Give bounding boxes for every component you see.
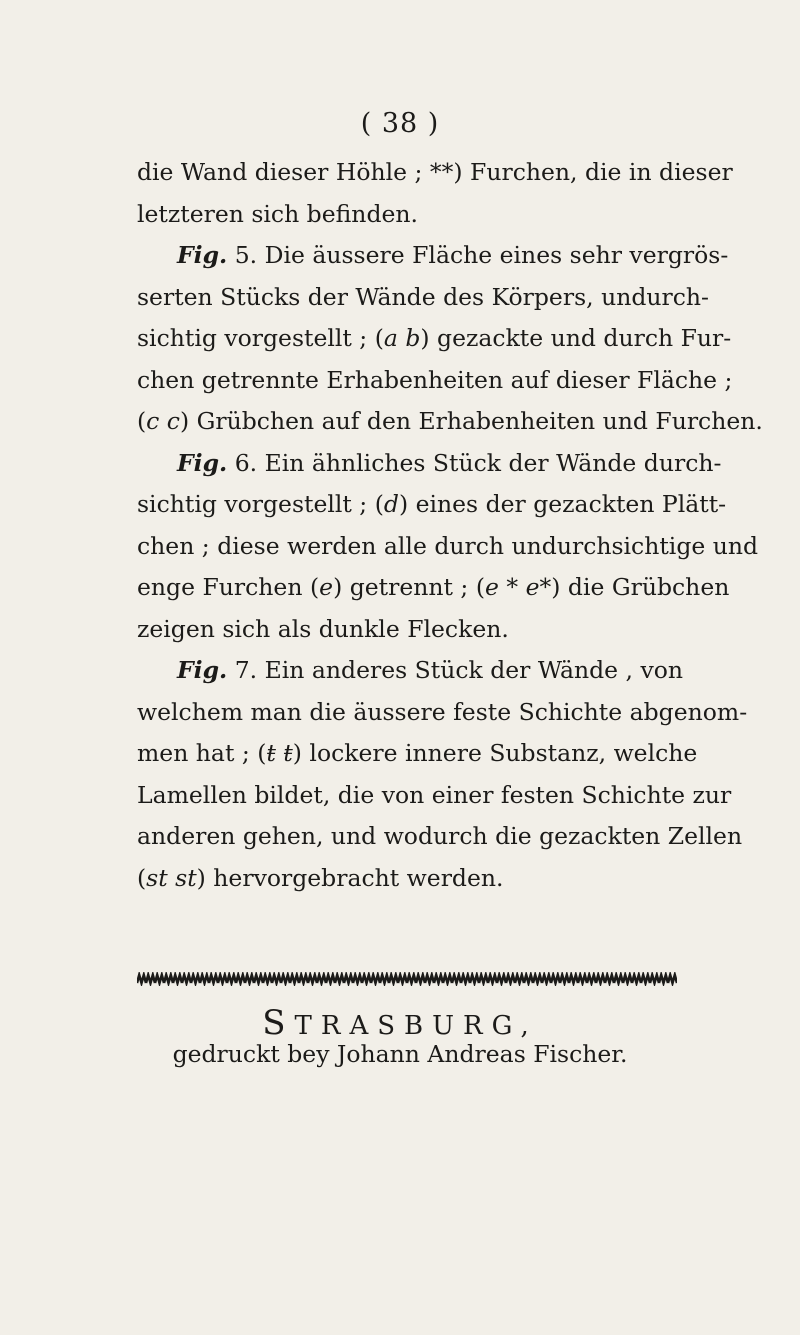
text-line bbox=[137, 443, 722, 485]
city-rest: TRASBURG, bbox=[294, 1011, 538, 1041]
page-number: ( 38 ) bbox=[360, 108, 440, 139]
mark-ab: a b bbox=[383, 324, 421, 352]
line-text: ) getrennt ; bbox=[333, 573, 469, 601]
text-line bbox=[137, 484, 727, 526]
fig-label: Fig. bbox=[177, 448, 228, 477]
text-line bbox=[137, 401, 763, 443]
text-line bbox=[137, 194, 677, 236]
line-text: enge Furchen bbox=[137, 573, 303, 601]
line-text: serten Stücks der Wände des Körpers, undurch- bbox=[137, 282, 709, 311]
text-line bbox=[137, 609, 677, 651]
line-text: ) gezackte und durch Fur- bbox=[420, 324, 732, 352]
text-line bbox=[137, 567, 730, 609]
line-text: ) eines der gezackten Plätt- bbox=[398, 490, 727, 518]
line-text: ) die Grübchen bbox=[551, 573, 730, 601]
line-text: Lamellen bildet, die von einer festen Schichte zur bbox=[137, 780, 732, 809]
line-text: ) hervorgebracht werden. bbox=[196, 863, 504, 892]
text-line bbox=[137, 858, 677, 900]
open-paren: ( bbox=[374, 490, 384, 518]
mark-stst: st st bbox=[146, 863, 197, 892]
text-line bbox=[137, 152, 733, 194]
text-line bbox=[137, 526, 759, 568]
line-text: ) lockere innere Substanz, welche bbox=[292, 739, 698, 767]
fig-label: Fig. bbox=[177, 241, 228, 269]
fig-label: Fig. bbox=[177, 656, 228, 684]
line-text: 6. Ein ähnliches Stück der Wände durch- bbox=[234, 448, 722, 477]
open-paren: ( bbox=[137, 407, 147, 435]
open-paren: ( bbox=[374, 324, 384, 352]
line-text: welchem man die äussere feste Schichte abgenom- bbox=[137, 697, 748, 726]
mark-tt: ŧ ŧ bbox=[266, 739, 293, 767]
line-text: zeigen sich als dunkle Flecken. bbox=[137, 614, 509, 643]
imprint-city bbox=[0, 1003, 800, 1043]
line-text: men hat ; bbox=[137, 739, 250, 767]
line-text: anderen gehen, und wodurch die gezackten Zellen bbox=[137, 822, 743, 850]
line-text: ) Grübchen auf den Erhabenheiten und Furchen. bbox=[179, 407, 763, 435]
ornamental-rule bbox=[137, 972, 677, 986]
line-text: die Wand dieser Höhle ; **) Furchen, die in dieser bbox=[137, 158, 733, 186]
line-text: sichtig vorgestellt ; bbox=[137, 324, 368, 352]
line-text: letzteren sich befinden. bbox=[137, 199, 419, 228]
line-text: 7. Ein anderes Stück der Wände , von bbox=[234, 656, 684, 684]
text-line bbox=[137, 318, 732, 360]
body-text bbox=[137, 152, 763, 899]
line-text: sichtig vorgestellt ; bbox=[137, 490, 368, 518]
text-line bbox=[137, 733, 698, 775]
open-paren: ( bbox=[257, 739, 267, 767]
mark-e: e bbox=[319, 573, 334, 601]
line-text: chen ; diese werden alle durch undurchsichtige und bbox=[137, 531, 759, 560]
open-paren: ( bbox=[137, 863, 147, 892]
mark-d: d bbox=[383, 490, 399, 518]
text-line bbox=[137, 360, 733, 402]
city-initial: S bbox=[262, 1003, 295, 1043]
text-line bbox=[137, 775, 732, 817]
open-paren: ( bbox=[475, 573, 485, 601]
line-text: chen getrennte Erhabenheiten auf dieser Fläche ; bbox=[137, 365, 733, 394]
mark-cc: c c bbox=[146, 407, 180, 435]
text-line bbox=[137, 277, 709, 319]
mark-ee: e * e* bbox=[485, 573, 552, 601]
text-line bbox=[137, 650, 684, 692]
line-text: 5. Die äussere Fläche eines sehr vergrös- bbox=[234, 241, 729, 269]
text-line bbox=[137, 235, 729, 277]
text-line bbox=[137, 816, 743, 858]
open-paren: ( bbox=[309, 573, 320, 601]
imprint-printer: gedruckt bey Johann Andreas Fischer. bbox=[172, 1040, 628, 1068]
text-line bbox=[137, 692, 748, 734]
